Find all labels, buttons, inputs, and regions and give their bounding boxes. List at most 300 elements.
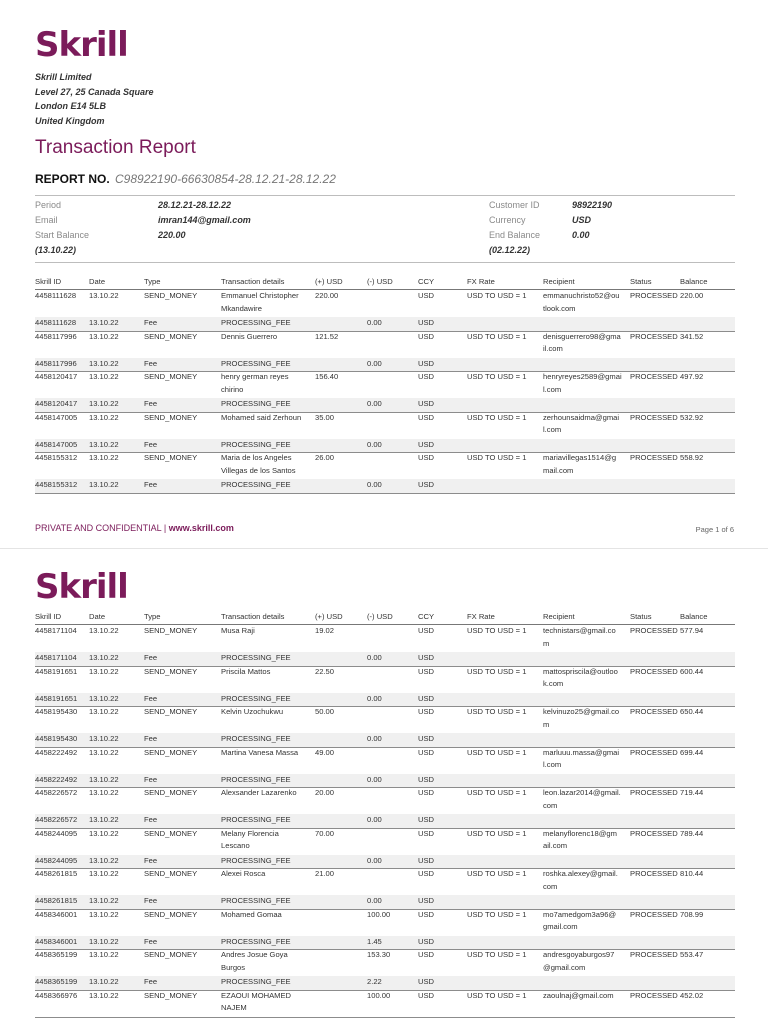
column-header-recipient: Recipient: [543, 612, 575, 621]
cell-recipient: mail.com: [543, 465, 574, 475]
cell-recipient: emmanuchristo52@ou: [543, 291, 620, 300]
cell-recipient: com: [543, 881, 558, 891]
table-row: [35, 909, 735, 937]
cell-fx-rate: USD TO USD = 1: [467, 453, 527, 462]
cell-date: 13.10.22: [89, 693, 119, 703]
cell-status: PROCESSED: [630, 990, 678, 1000]
cell-date: 13.10.22: [89, 977, 119, 986]
cell-status: PROCESSED: [630, 869, 678, 878]
cell-transaction-details: Kelvin Uzochukwu: [221, 707, 284, 716]
table-row: [35, 814, 735, 829]
cell-plus-usd: 156.40: [315, 372, 339, 381]
cell-transaction-details: Burgos: [221, 962, 246, 972]
period-value: 28.12.21-28.12.22: [158, 200, 232, 210]
cell-recipient: k.com: [543, 679, 564, 688]
table-row: [35, 331, 735, 359]
end-balance-value: 0.00: [572, 230, 590, 240]
cell-fx-rate: USD TO USD = 1: [467, 828, 527, 838]
cell-recipient: zaoulnaj@gmail.com: [543, 990, 614, 1000]
cell-minus-usd: 0.00: [367, 815, 382, 824]
table-row: [35, 398, 735, 413]
table-header: [35, 611, 735, 625]
cell-plus-usd: 49.00: [315, 747, 335, 757]
skrill-website-link[interactable]: www.skrill.com: [168, 523, 234, 533]
cell-skrill-id: 4458365199: [35, 950, 78, 959]
cell-balance: 532.92: [680, 412, 704, 422]
cell-ccy: USD: [418, 869, 435, 878]
cell-status: PROCESSED: [630, 412, 678, 422]
cell-status: PROCESSED: [630, 666, 678, 676]
cell-minus-usd: 0.00: [367, 774, 382, 784]
cell-ccy: USD: [418, 734, 435, 743]
cell-balance: 558.92: [680, 453, 704, 462]
cell-recipient: andresgoyaburgos97: [543, 950, 615, 959]
cell-ccy: USD: [418, 977, 435, 986]
cell-transaction-details: PROCESSING_FEE: [221, 653, 291, 662]
cell-status: PROCESSED: [630, 707, 678, 716]
cell-date: 13.10.22: [89, 399, 119, 408]
page-separator: [0, 548, 768, 549]
cell-ccy: USD: [418, 774, 435, 784]
cell-type: SEND_MONEY: [144, 869, 198, 878]
cell-date: 13.10.22: [89, 372, 119, 381]
cell-plus-usd: 21.00: [315, 869, 335, 878]
cell-date: 13.10.22: [89, 439, 119, 449]
cell-ccy: USD: [418, 372, 435, 381]
cell-skrill-id: 4458171104: [35, 626, 77, 635]
column-header-date: Date: [89, 277, 106, 286]
cell-minus-usd: 0.00: [367, 318, 382, 327]
cell-recipient: mariavillegas1514@g: [543, 453, 617, 462]
cell-skrill-id: 4458155312: [35, 480, 78, 489]
cell-type: SEND_MONEY: [144, 666, 198, 676]
cell-fx-rate: USD TO USD = 1: [467, 291, 527, 300]
cell-type: Fee: [144, 855, 158, 865]
cell-date: 13.10.22: [89, 666, 119, 676]
start-balance-value: 220.00: [158, 230, 186, 240]
table-row: [35, 855, 735, 870]
table-row: [35, 936, 735, 951]
column-header-balance: Balance: [680, 277, 708, 286]
column-header-type: Type: [144, 612, 161, 621]
cell-date: 13.10.22: [89, 855, 119, 865]
column-header-skrill-id: Skrill ID: [35, 612, 62, 621]
cell-plus-usd: 220.00: [315, 291, 339, 300]
cell-minus-usd: 0.00: [367, 358, 382, 368]
table-row: [35, 733, 735, 748]
table-row: [35, 828, 735, 856]
cell-transaction-details: PROCESSING_FEE: [221, 318, 291, 327]
table-row: [35, 452, 735, 480]
cell-recipient: l.com: [543, 425, 562, 434]
cell-type: Fee: [144, 399, 158, 408]
cell-minus-usd: 1.45: [367, 936, 382, 946]
cell-date: 13.10.22: [89, 747, 119, 757]
cell-status: PROCESSED: [630, 453, 678, 462]
column-header-recipient: Recipient: [543, 277, 575, 286]
cell-skrill-id: 4458147005: [35, 439, 78, 449]
cell-date: 13.10.22: [89, 896, 119, 905]
cell-date: 13.10.22: [89, 936, 119, 946]
table-row: [35, 693, 735, 708]
cell-skrill-id: 4458226572: [35, 788, 78, 797]
cell-minus-usd: 0.00: [367, 439, 382, 449]
table-row: [35, 439, 735, 454]
cell-transaction-details: Priscila Mattos: [221, 666, 271, 676]
cell-type: Fee: [144, 653, 158, 662]
table-row: [35, 976, 735, 991]
cell-ccy: USD: [418, 936, 435, 946]
cell-date: 13.10.22: [89, 815, 119, 824]
column-header-balance: Balance: [680, 612, 708, 621]
cell-ccy: USD: [418, 909, 435, 919]
cell-ccy: USD: [418, 358, 435, 368]
cell-skrill-id: 4458222492: [35, 747, 78, 757]
cell-skrill-id: 4458222492: [35, 774, 78, 784]
cell-skrill-id: 4458111628: [35, 318, 77, 327]
cell-recipient: mo7amedgom3a96@: [543, 909, 617, 919]
cell-skrill-id: 4458191651: [35, 666, 78, 676]
cell-fx-rate: USD TO USD = 1: [467, 990, 527, 1000]
footer-confidential: [35, 522, 234, 534]
cell-date: 13.10.22: [89, 828, 119, 838]
table-row: [35, 774, 735, 789]
column-header-plus-usd: (+) USD: [315, 612, 343, 621]
cell-type: SEND_MONEY: [144, 788, 198, 797]
cell-skrill-id: 4458261815: [35, 869, 78, 878]
cell-ccy: USD: [418, 896, 435, 905]
cell-type: Fee: [144, 318, 158, 327]
cell-fx-rate: USD TO USD = 1: [467, 788, 527, 797]
cell-type: SEND_MONEY: [144, 747, 198, 757]
report-number-label: REPORT NO.: [35, 172, 110, 186]
cell-ccy: USD: [418, 399, 435, 408]
cell-recipient: tlook.com: [543, 303, 576, 313]
table-row: [35, 787, 735, 815]
cell-balance: 452.02: [680, 990, 704, 1000]
address-line: Level 27, 25 Canada Square: [35, 86, 154, 97]
table-row: [35, 990, 735, 1018]
cell-balance: 553.47: [680, 950, 704, 959]
cell-type: Fee: [144, 977, 158, 986]
currency-label: Currency: [489, 215, 526, 225]
cell-ccy: USD: [418, 412, 435, 422]
cell-ccy: USD: [418, 707, 435, 716]
table-row: [35, 652, 735, 667]
cell-transaction-details: Villegas de los Santos: [221, 465, 296, 475]
cell-minus-usd: 0.00: [367, 734, 382, 743]
cell-recipient: melanyflorenc18@gm: [543, 828, 617, 838]
cell-balance: 650.44: [680, 707, 704, 716]
cell-minus-usd: 0.00: [367, 896, 382, 905]
cell-type: SEND_MONEY: [144, 990, 198, 1000]
cell-skrill-id: 4458171104: [35, 653, 77, 662]
cell-minus-usd: 0.00: [367, 653, 382, 662]
cell-transaction-details: henry german reyes: [221, 372, 289, 381]
cell-plus-usd: 22.50: [315, 666, 335, 676]
cell-transaction-details: Mohamed said Zerhoun: [221, 412, 302, 422]
cell-skrill-id: 4458147005: [35, 412, 78, 422]
address-line: United Kingdom: [35, 116, 105, 127]
cell-ccy: USD: [418, 855, 435, 865]
cell-transaction-details: PROCESSING_FEE: [221, 734, 291, 743]
cell-transaction-details: Dennis Guerrero: [221, 331, 278, 341]
cell-transaction-details: NAJEM: [221, 1003, 247, 1012]
table-header: [35, 276, 735, 290]
cell-ccy: USD: [418, 331, 435, 341]
table-row: [35, 949, 735, 977]
table-row: [35, 625, 735, 653]
column-header-ccy: CCY: [418, 277, 435, 286]
cell-skrill-id: 4458346001: [35, 909, 78, 919]
report-number-value: C98922190-66630854-28.12.21-28.12.22: [115, 172, 336, 186]
table-row: [35, 868, 735, 896]
cell-plus-usd: 20.00: [315, 788, 335, 797]
cell-date: 13.10.22: [89, 480, 119, 489]
cell-date: 13.10.22: [89, 788, 119, 797]
confidential-text: PRIVATE AND CONFIDENTIAL |: [35, 523, 167, 533]
cell-balance: 719.44: [680, 788, 704, 797]
cell-skrill-id: 4458365199: [35, 977, 78, 986]
cell-date: 13.10.22: [89, 734, 119, 743]
skrill-logo: Skrill: [35, 25, 128, 65]
cell-transaction-details: PROCESSING_FEE: [221, 936, 291, 946]
divider: [35, 195, 735, 196]
address-line: Skrill Limited: [35, 72, 92, 82]
cell-type: Fee: [144, 439, 158, 449]
cell-fx-rate: USD TO USD = 1: [467, 372, 527, 381]
cell-transaction-details: PROCESSING_FEE: [221, 774, 291, 784]
cell-plus-usd: 50.00: [315, 707, 335, 716]
column-header-minus-usd: (-) USD: [367, 612, 393, 621]
cell-type: Fee: [144, 480, 158, 489]
address-line: London E14 5LB: [35, 101, 107, 112]
start-balance-date: (13.10.22): [35, 245, 77, 255]
cell-plus-usd: 19.02: [315, 626, 335, 635]
cell-transaction-details: Maria de los Angeles: [221, 453, 292, 462]
cell-transaction-details: PROCESSING_FEE: [221, 855, 291, 865]
cell-date: 13.10.22: [89, 626, 119, 635]
cell-ccy: USD: [418, 653, 435, 662]
table-row: [35, 358, 735, 373]
cell-ccy: USD: [418, 626, 435, 635]
column-header-plus-usd: (+) USD: [315, 277, 343, 286]
cell-skrill-id: 4458191651: [35, 693, 78, 703]
cell-skrill-id: 4458244095: [35, 828, 78, 838]
cell-plus-usd: 121.52: [315, 331, 339, 341]
cell-minus-usd: 0.00: [367, 399, 382, 408]
period-label: Period: [35, 200, 62, 210]
cell-date: 13.10.22: [89, 331, 119, 341]
column-header-status: Status: [630, 277, 652, 286]
cell-recipient: zerhounsaidma@gmai: [543, 412, 620, 422]
table-row: [35, 371, 735, 399]
cell-skrill-id: 4458244095: [35, 855, 78, 865]
email-value: imran144@gmail.com: [158, 215, 251, 225]
divider: [35, 262, 735, 263]
cell-type: Fee: [144, 774, 158, 784]
table-row: [35, 895, 735, 910]
cell-type: SEND_MONEY: [144, 828, 198, 838]
cell-skrill-id: 4458195430: [35, 734, 78, 743]
cell-status: PROCESSED: [630, 828, 678, 838]
cell-recipient: leon.lazar2014@gmail.: [543, 788, 621, 797]
cell-status: PROCESSED: [630, 788, 678, 797]
cell-transaction-details: PROCESSING_FEE: [221, 480, 291, 489]
cell-balance: 810.44: [680, 869, 704, 878]
cell-status: PROCESSED: [630, 950, 678, 959]
cell-date: 13.10.22: [89, 990, 119, 1000]
cell-recipient: mattospriscila@outloo: [543, 666, 618, 676]
cell-fx-rate: USD TO USD = 1: [467, 707, 527, 716]
cell-date: 13.10.22: [89, 909, 119, 919]
cell-skrill-id: 4458226572: [35, 815, 78, 824]
cell-plus-usd: 35.00: [315, 412, 335, 422]
cell-fx-rate: USD TO USD = 1: [467, 869, 527, 878]
cell-date: 13.10.22: [89, 318, 119, 327]
column-header-skrill-id: Skrill ID: [35, 277, 62, 286]
cell-type: SEND_MONEY: [144, 412, 198, 422]
cell-recipient: technistars@gmail.co: [543, 626, 616, 635]
column-header-fx-rate: FX Rate: [467, 277, 495, 286]
cell-recipient: denisguerrero98@gma: [543, 331, 621, 341]
cell-ccy: USD: [418, 291, 435, 300]
cell-recipient: l.com: [543, 384, 562, 394]
cell-transaction-details: chirino: [221, 384, 244, 394]
cell-skrill-id: 4458117996: [35, 358, 77, 368]
cell-transaction-details: PROCESSING_FEE: [221, 815, 291, 824]
cell-balance: 220.00: [680, 291, 704, 300]
table-row: [35, 666, 735, 694]
cell-plus-usd: 26.00: [315, 453, 335, 462]
cell-balance: 341.52: [680, 331, 704, 341]
cell-skrill-id: 4458120417: [35, 399, 78, 408]
cell-transaction-details: Lescano: [221, 841, 250, 850]
cell-date: 13.10.22: [89, 869, 119, 878]
cell-skrill-id: 4458346001: [35, 936, 78, 946]
cell-transaction-details: Mohamed Gomaa: [221, 909, 282, 919]
cell-status: PROCESSED: [630, 331, 678, 341]
cell-recipient: l.com: [543, 760, 562, 769]
cell-recipient: com: [543, 800, 558, 810]
customer-id-value: 98922190: [572, 200, 613, 210]
cell-transaction-details: Musa Raji: [221, 626, 255, 635]
cell-type: Fee: [144, 815, 158, 824]
page-number: Page 1 of 6: [695, 525, 734, 534]
cell-transaction-details: PROCESSING_FEE: [221, 399, 291, 408]
cell-minus-usd: 0.00: [367, 480, 382, 489]
table-row: [35, 290, 735, 318]
cell-date: 13.10.22: [89, 950, 119, 959]
cell-balance: 577.94: [680, 626, 704, 635]
cell-type: SEND_MONEY: [144, 291, 198, 300]
cell-transaction-details: PROCESSING_FEE: [221, 693, 291, 703]
cell-minus-usd: 153.30: [367, 950, 391, 959]
cell-status: PROCESSED: [630, 626, 678, 635]
cell-type: SEND_MONEY: [144, 707, 198, 716]
cell-fx-rate: USD TO USD = 1: [467, 412, 527, 422]
column-header-fx-rate: FX Rate: [467, 612, 495, 621]
cell-recipient: marluuu.massa@gmai: [543, 747, 620, 757]
cell-type: SEND_MONEY: [144, 331, 198, 341]
cell-type: SEND_MONEY: [144, 626, 198, 635]
cell-skrill-id: 4458155312: [35, 453, 78, 462]
cell-date: 13.10.22: [89, 653, 119, 662]
cell-minus-usd: 100.00: [367, 990, 391, 1000]
end-balance-date: (02.12.22): [489, 245, 531, 255]
currency-value: USD: [572, 215, 592, 225]
table-row: [35, 747, 735, 775]
cell-skrill-id: 4458117996: [35, 331, 77, 341]
cell-ccy: USD: [418, 950, 435, 959]
table-row: [35, 317, 735, 332]
cell-balance: 497.92: [680, 372, 704, 381]
column-header-minus-usd: (-) USD: [367, 277, 393, 286]
cell-status: PROCESSED: [630, 291, 678, 300]
cell-ccy: USD: [418, 815, 435, 824]
cell-type: Fee: [144, 358, 158, 368]
cell-minus-usd: 0.00: [367, 855, 382, 865]
cell-ccy: USD: [418, 318, 435, 327]
customer-id-label: Customer ID: [489, 200, 540, 210]
column-header-date: Date: [89, 612, 106, 621]
cell-recipient: henryreyes2589@gmai: [543, 372, 622, 381]
cell-transaction-details: PROCESSING_FEE: [221, 439, 291, 449]
cell-recipient: @gmail.com: [543, 962, 586, 972]
cell-skrill-id: 4458111628: [35, 291, 77, 300]
cell-type: Fee: [144, 734, 158, 743]
cell-fx-rate: USD TO USD = 1: [467, 331, 527, 341]
table-row: [35, 479, 735, 494]
column-header-type: Type: [144, 277, 161, 286]
cell-date: 13.10.22: [89, 291, 119, 300]
cell-type: SEND_MONEY: [144, 950, 198, 959]
cell-recipient: kelvinuzo25@gmail.co: [543, 707, 620, 716]
cell-status: PROCESSED: [630, 909, 678, 919]
cell-transaction-details: Alexsander Lazarenko: [221, 788, 297, 797]
table-row: [35, 412, 735, 440]
cell-ccy: USD: [418, 439, 435, 449]
cell-ccy: USD: [418, 747, 435, 757]
column-header-transaction-details: Transaction details: [221, 612, 285, 621]
cell-plus-usd: 70.00: [315, 828, 335, 838]
cell-recipient: m: [543, 638, 550, 648]
column-header-transaction-details: Transaction details: [221, 277, 285, 286]
cell-minus-usd: 100.00: [367, 909, 391, 919]
cell-transaction-details: Alexei Rosca: [221, 869, 266, 878]
cell-minus-usd: 0.00: [367, 693, 382, 703]
cell-recipient: m: [543, 719, 550, 729]
cell-transaction-details: PROCESSING_FEE: [221, 896, 291, 905]
cell-skrill-id: 4458261815: [35, 896, 78, 905]
cell-type: SEND_MONEY: [144, 372, 198, 381]
cell-transaction-details: Mkandawire: [221, 303, 262, 313]
cell-balance: 708.99: [680, 909, 704, 919]
cell-ccy: USD: [418, 480, 435, 489]
cell-type: SEND_MONEY: [144, 909, 198, 919]
cell-skrill-id: 4458195430: [35, 707, 78, 716]
cell-ccy: USD: [418, 828, 435, 838]
cell-ccy: USD: [418, 453, 435, 462]
cell-transaction-details: Melany Florencia: [221, 828, 279, 838]
cell-skrill-id: 4458366976: [35, 990, 78, 1000]
cell-type: Fee: [144, 936, 158, 946]
cell-date: 13.10.22: [89, 412, 119, 422]
cell-fx-rate: USD TO USD = 1: [467, 909, 527, 919]
cell-transaction-details: Emmanuel Christopher: [221, 291, 299, 300]
report-title: Transaction Report: [35, 137, 196, 158]
cell-fx-rate: USD TO USD = 1: [467, 747, 527, 757]
